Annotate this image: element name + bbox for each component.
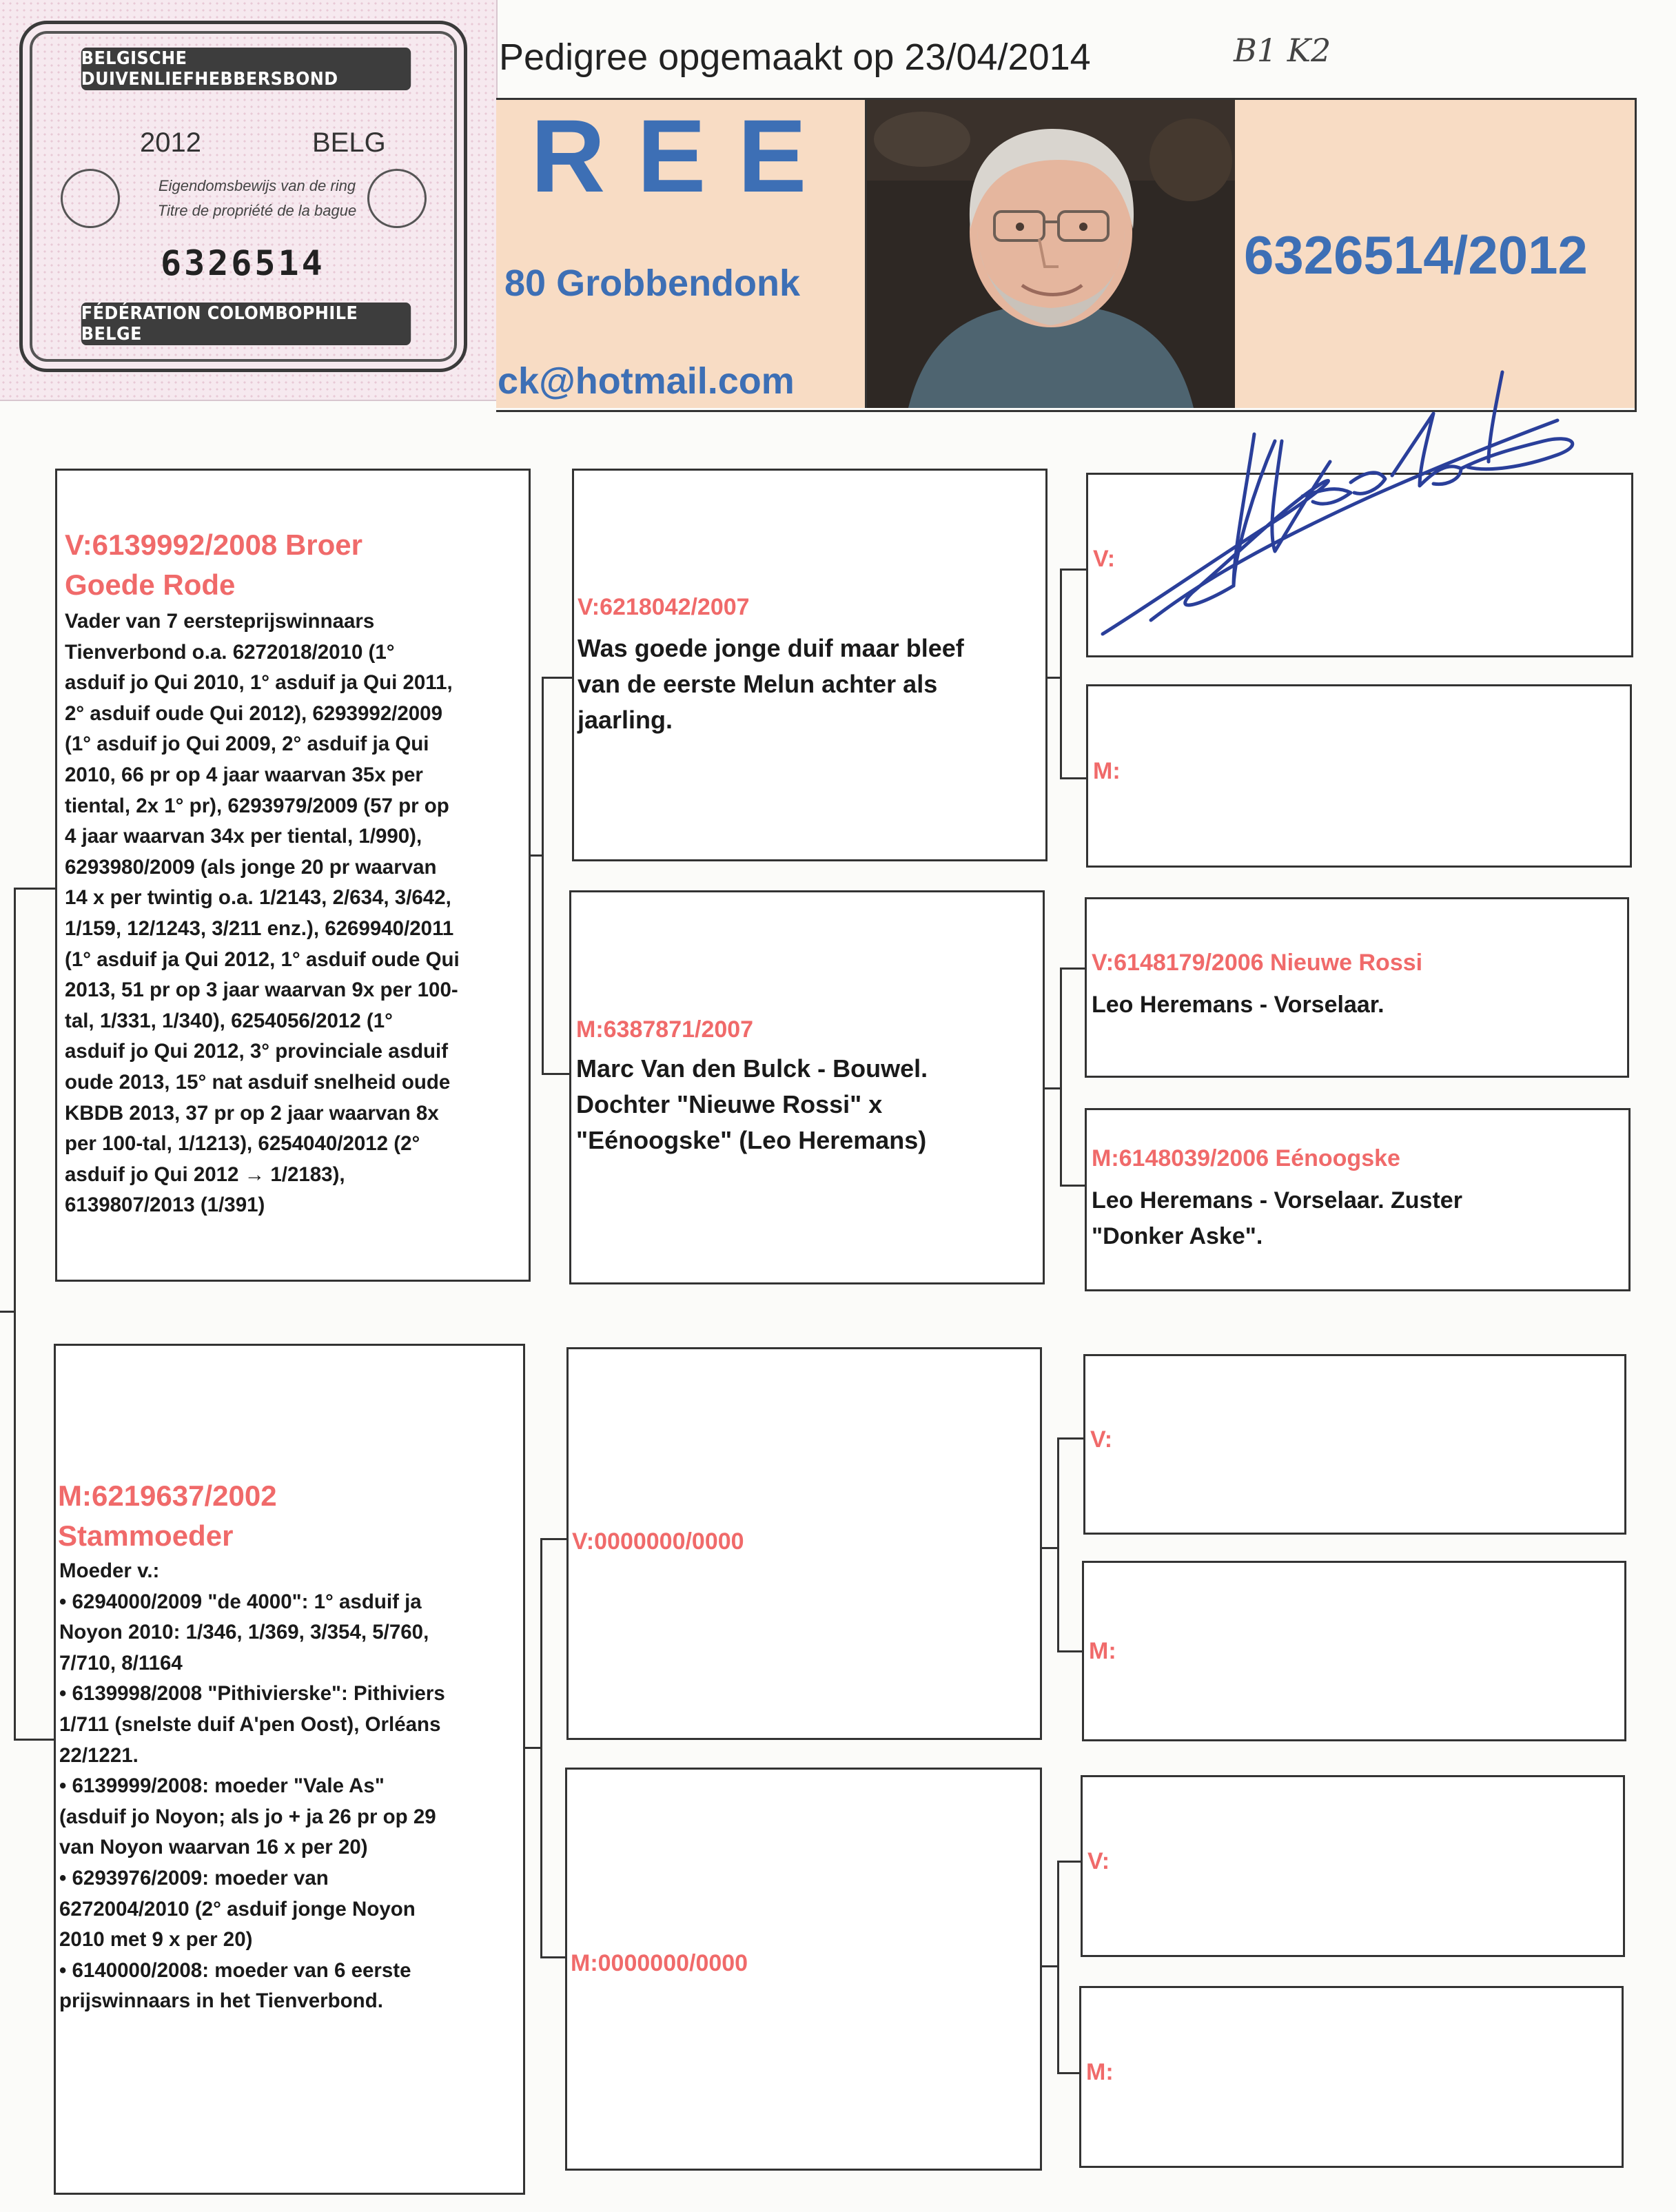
- connector-line: [542, 1073, 572, 1075]
- sire-note-line: Tienverbond o.a. 6272018/2010 (1°: [65, 640, 395, 664]
- pedigree-date: Pedigree opgemaakt op 23/04/2014: [499, 37, 1091, 78]
- dam-note-line: • 6294000/2009 "de 4000": 1° asduif ja: [59, 1590, 422, 1613]
- sire-note-line: 6139807/2013 (1/391): [65, 1194, 265, 1217]
- sire-note-line: 2° asduif oude Qui 2012), 6293992/2009: [65, 702, 442, 725]
- connector-line: [1057, 1861, 1059, 2074]
- sire-note-line: 2010, 66 pr op 4 jaar waarvan 35x per: [65, 763, 423, 786]
- sire-dam-note-line: "Eénoogske" (Leo Heremans): [576, 1126, 927, 1154]
- sdd-note-line: Leo Heremans - Vorselaar. Zuster: [1092, 1187, 1462, 1213]
- ring-card-caption-nl: Eigendomsbewijs van de ring: [158, 177, 356, 194]
- ddd-box: [1079, 1986, 1624, 2168]
- sdd-label: M:6148039/2006 Eénoogske: [1092, 1145, 1400, 1171]
- sire-note-line: asduif jo Qui 2012, 3° provinciale asduif: [65, 1040, 449, 1063]
- sire-dam-note-line: Dochter "Nieuwe Rossi" x: [576, 1090, 883, 1118]
- dam-note-line: prijswinnaars in het Tienverbond.: [59, 1989, 383, 2013]
- owner-name: REE: [531, 98, 839, 214]
- sire-note-line: Vader van 7 eersteprijswinnaars: [65, 610, 375, 633]
- dam-note-line: • 6293976/2009: moeder van: [59, 1866, 329, 1890]
- sire-note-line: asduif jo Qui 2010, 1° asduif ja Qui 2011,: [65, 671, 453, 695]
- dam-label: M:6219637/2002 Stammoeder: [58, 1479, 277, 1552]
- sdd-note-line: "Donker Aske".: [1092, 1223, 1263, 1249]
- connector-line: [1060, 569, 1062, 779]
- dsd-box: [1082, 1561, 1626, 1741]
- dam-note-line: • 6139999/2008: moeder "Vale As": [59, 1774, 385, 1798]
- sire-sire-note-line: Was goede jonge duif maar bleef: [578, 634, 964, 662]
- connector-line: [14, 1739, 57, 1741]
- connector-line: [524, 1747, 542, 1749]
- sds-notes: [1092, 987, 1622, 1023]
- connector-line: [1057, 1437, 1059, 1652]
- dam-note-line: Moeder v.:: [59, 1559, 160, 1582]
- sire-note-line: (1° asduif ja Qui 2012, 1° asduif oude Qui: [65, 948, 460, 971]
- sds-label: V:6148179/2006 Nieuwe Rossi: [1092, 950, 1423, 976]
- ring-ownership-card: [0, 0, 498, 401]
- connector-line: [1041, 1965, 1059, 1967]
- sire-note-line: asduif jo Qui 2012 → 1/2183),: [65, 1163, 345, 1186]
- sire-note-line: 6293980/2009 (als jonge 20 pr waarvan: [65, 855, 437, 879]
- sire-note-line: tal, 1/331, 1/340), 6254056/2012 (1°: [65, 1009, 393, 1032]
- sire-note-line: 2013, 51 pr op 3 jaar waarvan 9x per 100-: [65, 979, 458, 1002]
- handwritten-note: B1 K2: [1234, 32, 1331, 69]
- ring-card-banner-bottom: FÉDÉRATION COLOMBOPHILE BELGE: [81, 303, 411, 345]
- connector-line: [0, 1311, 15, 1313]
- ddd-label: M:: [1086, 2059, 1114, 2085]
- dam-note-line: 2010 met 9 x per 20): [59, 1928, 253, 1952]
- connector-line: [529, 854, 543, 857]
- connector-line: [542, 677, 572, 679]
- connector-line: [14, 888, 57, 890]
- sss-label: V:: [1093, 546, 1116, 572]
- dds-label: V:: [1087, 1848, 1110, 1874]
- sire-sire-note-line: jaarling.: [578, 706, 673, 734]
- sire-note-line: KBDB 2013, 37 pr op 2 jaar waarvan 8x: [65, 1101, 439, 1125]
- dam-note-line: 1/711 (snelste duif A'pen Oost), Orléans: [59, 1712, 441, 1736]
- dam-sire-label: V:0000000/0000: [572, 1528, 744, 1555]
- ssd-box: [1086, 684, 1632, 868]
- dam-dam-label: M:0000000/0000: [571, 1950, 748, 1976]
- connector-line: [542, 677, 544, 1075]
- dsd-label: M:: [1089, 1638, 1116, 1664]
- dss-box: [1083, 1354, 1626, 1535]
- sire-note-line: per 100-tal, 1/1213), 6254040/2012 (2°: [65, 1132, 420, 1156]
- sire-note-line: oude 2013, 15° nat asduif snelheid oude: [65, 1070, 451, 1094]
- signature-icon: [1075, 324, 1599, 682]
- ring-card-number: 6326514: [161, 243, 325, 283]
- ring-card-country: BELG: [312, 127, 386, 158]
- ring-card-frame: [19, 21, 467, 372]
- connector-line: [1060, 1185, 1086, 1187]
- connector-line: [14, 888, 16, 1741]
- pigeon-ring-number: 6326514/2012: [1244, 225, 1588, 285]
- sire-note-line: 14 x per twintig o.a. 1/2143, 2/634, 3/642,: [65, 886, 451, 910]
- sire-dam-notes: [576, 1051, 1038, 1158]
- emblem-left-icon: [61, 169, 120, 228]
- sire-note-line: 1/159, 12/1243, 3/211 enz.), 6269940/2011: [65, 916, 454, 940]
- sire-label: V:6139992/2008 Broer Goede Rode: [65, 529, 362, 601]
- connector-line: [1041, 1547, 1059, 1549]
- connector-line: [1060, 777, 1086, 779]
- sds-note-line: Leo Heremans - Vorselaar.: [1092, 992, 1384, 1018]
- ring-card-caption-fr: Titre de propriété de la bague: [157, 202, 357, 219]
- dss-label: V:: [1090, 1426, 1113, 1453]
- dam-note-line: • 6140000/2008: moeder van 6 eerste: [59, 1958, 411, 1982]
- sdd-notes: [1092, 1182, 1622, 1254]
- dam-note-line: 6272004/2010 (2° asduif jonge Noyon: [59, 1897, 416, 1921]
- owner-email: ck@hotmail.com: [498, 360, 795, 402]
- sire-notes: [65, 606, 527, 1221]
- connector-line: [540, 1538, 542, 1958]
- sire-note-line: (1° asduif jo Qui 2009, 2° asduif ja Qui: [65, 733, 429, 756]
- sire-sire-note-line: van de eerste Melun achter als: [578, 670, 938, 698]
- connector-line: [1057, 1437, 1086, 1440]
- sire-note-line: tiental, 2x 1° pr), 6293979/2009 (57 pr op: [65, 794, 449, 817]
- dds-box: [1081, 1775, 1625, 1957]
- ring-card-year: 2012: [140, 127, 201, 158]
- owner-city: 80 Grobbendonk: [504, 263, 801, 304]
- sire-note-line: 4 jaar waarvan 34x per tiental, 1/990),: [65, 825, 422, 848]
- sire-dam-note-line: Marc Van den Bulck - Bouwel.: [576, 1054, 928, 1083]
- ring-card-banner-top: BELGISCHE DUIVENLIEFHEBBERSBOND: [81, 48, 411, 90]
- dam-note-line: van Noyon waarvan 16 x per 20): [59, 1836, 368, 1859]
- dam-note-line: (asduif jo Noyon; als jo + ja 26 pr op 29: [59, 1805, 436, 1828]
- sire-sire-notes: [578, 631, 1039, 738]
- dam-note-line: Noyon 2010: 1/346, 1/369, 3/354, 5/760,: [59, 1621, 429, 1644]
- dam-note-line: • 6139998/2008 "Pithivierske": Pithiviers: [59, 1682, 445, 1706]
- sire-sire-label: V:6218042/2007: [578, 594, 750, 620]
- connector-line: [540, 1538, 568, 1540]
- connector-line: [540, 1956, 568, 1958]
- connector-line: [1046, 677, 1061, 679]
- ssd-label: M:: [1093, 758, 1121, 784]
- connector-line: [1043, 1087, 1061, 1089]
- connector-line: [1060, 967, 1086, 970]
- connector-line: [1060, 967, 1062, 1187]
- dam-note-line: 7/710, 8/1164: [59, 1651, 183, 1675]
- sire-dam-label: M:6387871/2007: [576, 1016, 754, 1043]
- dam-note-line: 22/1221.: [59, 1743, 139, 1767]
- dam-notes: [59, 1556, 521, 2017]
